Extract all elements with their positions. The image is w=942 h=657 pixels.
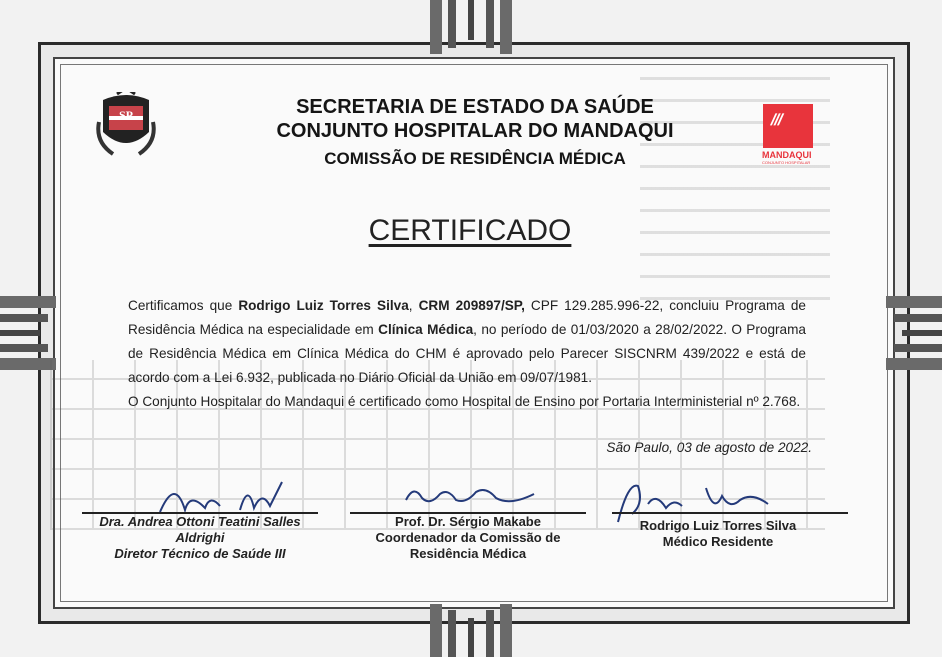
signatory-role-cont: Residência Médica xyxy=(409,546,527,561)
body-text-1: CPF 129.285.996-22, concluiu Programa de Residência Médica na especialidade em xyxy=(128,298,806,337)
mandaqui-mark-icon: /// xyxy=(768,112,784,129)
top-ornament xyxy=(430,0,512,54)
signatory-name-cont: Aldrighi xyxy=(175,530,225,545)
issue-date: São Paulo, 03 de agosto de 2022. xyxy=(606,440,812,455)
specialty: Clínica Médica xyxy=(378,322,474,337)
body-paragraph-1 xyxy=(128,294,806,390)
body-prefix: Certificamos que xyxy=(128,298,239,313)
signatory-name: Rodrigo Luiz Torres Silva xyxy=(639,518,797,533)
certificate-title: CERTIFICADO xyxy=(368,214,572,247)
mandaqui-logo-name: MANDAQUI xyxy=(762,150,812,160)
state-crest-icon xyxy=(95,92,157,160)
mandaqui-logo-subtitle: CONJUNTO HOSPITALAR xyxy=(762,160,811,165)
body-text-2: , no período de 01/03/2020 a 28/02/2022. O Programa de Residência Médica em Clínica Médica do CHM é aprovado pelo Parecer SISCNRM 439/2022 e está de acordo com a Lei 6.932, publicada no Diário Oficial da União em 09/07/1981. xyxy=(128,322,806,385)
signature-block-2 xyxy=(350,514,586,562)
crest-label: SP xyxy=(118,108,133,122)
signature-scrawl-2 xyxy=(400,478,540,514)
signature-line-3 xyxy=(612,512,848,514)
header-line-1: SECRETARIA DE ESTADO DA SAÚDE xyxy=(296,96,654,118)
mandaqui-logo xyxy=(763,104,813,148)
body-paragraph-2: O Conjunto Hospitalar do Mandaqui é certificado como Hospital de Ensino por Portaria Interministerial nº 2.768. xyxy=(128,394,801,409)
resident-name: Rodrigo Luiz Torres Silva xyxy=(238,298,409,313)
resident-crm: CRM 209897/SP, xyxy=(418,298,525,313)
header-line-3: COMISSÃO DE RESIDÊNCIA MÉDICA xyxy=(324,149,626,168)
signature-block-1 xyxy=(82,514,318,562)
signatory-role: Diretor Técnico de Saúde III xyxy=(114,546,286,561)
header-line-2: CONJUNTO HOSPITALAR DO MANDAQUI xyxy=(276,120,674,142)
signatory-role: Médico Residente xyxy=(662,534,774,549)
bottom-ornament xyxy=(430,604,512,657)
left-ornament xyxy=(0,296,56,370)
certificate-body xyxy=(128,294,806,414)
right-ornament xyxy=(886,296,942,370)
signature-block-3 xyxy=(600,518,836,550)
signatory-name: Dra. Andrea Ottoni Teatini Salles xyxy=(99,514,301,529)
signatory-role: Coordenador da Comissão de xyxy=(375,530,561,545)
signatory-name: Prof. Dr. Sérgio Makabe xyxy=(395,514,541,529)
body-separator: , xyxy=(408,298,419,313)
